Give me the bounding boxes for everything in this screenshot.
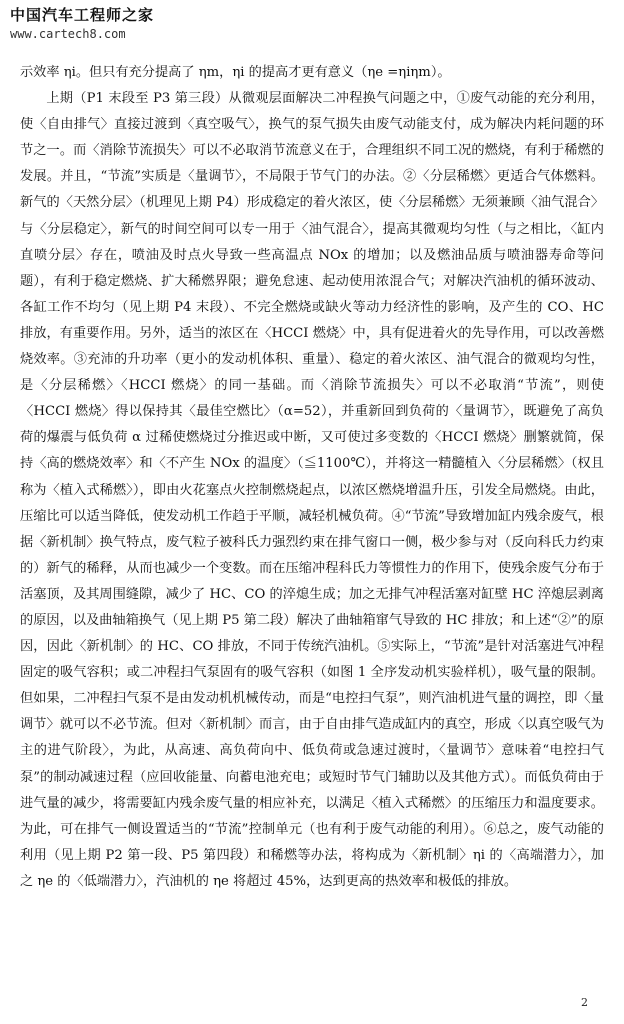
page-number: 2 xyxy=(581,996,588,1009)
site-header xyxy=(10,4,154,41)
paragraph-main: 上期（P1 末段至 P3 第三段）从微观层面解决二冲程换气问题之中，①废气动能的充分利用，使〈自由排气〉直接过渡到〈真空吸气〉，换气的泵气损失由废气动能支付，成为解决内耗问题的环节之一。而〈消除节流损失〉可以不必取消节流意义在于，合理组织不同工况的燃烧，有利于稀燃的发展。并且，“节流”实质是〈量调节〉，不局限于节气门的办法。②〈分层稀燃〉更适合气体燃料。新气的〈天然分层〉（机理见上期 P4）形成稳定的着火浓区，使〈分层稀燃〉无须兼顾〈油气混合〉与〈分层稳定〉，新气的时间空间可以专一用于〈油气混合〉，提高其微观均匀性（与之相比，〈缸内直喷分层〉存在，喷油及时点火导致一些高温点 NOx 的增加；以及燃油品质与喷油器寿命等问题），有利于稳定燃烧、扩大稀燃界限；避免怠速、起动使用浓混合气；对解决汽油机的循环波动、各缸工作不均匀（见上期 P4 末段）、不完全燃烧或缺火等动力经济性的影响，及产生的 CO、HC 排放，有重要作用。另外，适当的浓区在〈HCCI 燃烧〉中，具有促进着火的先导作用，可以改善燃烧效率。③充沛的升功率（更小的发动机体积、重量）、稳定的着火浓区、油气混合的微观均匀性，是〈分层稀燃〉〈HCCI 燃烧〉的同一基础。而〈消除节流损失〉可以不必取消“节流”，则使〈HCCI 燃烧〉得以保持其〈最佳空燃比〉（α=52），并重新回到负荷的〈量调节〉，既避免了高负荷的爆震与低负荷 α 过稀使燃烧过分推迟或中断，又可使过多变数的〈HCCI 燃烧〉删繁就简，保持〈高的燃烧效率〉和〈不产生 NOx 的温度〉（≦1100℃），并将这一精髓植入〈分层稀燃〉（权且称为〈植入式稀燃〉），即由火花塞点火控制燃烧起点，以浓区燃烧增温升压，引发全局燃烧。由此，压缩比可以适当降低，使发动机工作趋于平顺，减轻机械负荷。④“节流”导致增加缸内残余废气，根据〈新机制〉换气特点，废气粒子被科氏力强烈约束在排气窗口一侧，极少参与对（反向科氏力约束的）新气的稀释，从而也减少一个变数。而在压缩冲程科氏力等惯性力的作用下，使残余废气分布于活塞顶，及其周围缝隙，减少了 HC、CO 的淬熄生成；加之无排气冲程活塞对缸壁 HC 淬熄层剥离的原因，以及曲轴箱换气（见上期 P5 第二段）解决了曲轴箱窜气导致的 HC 排放；和上述“②”的原因，因此〈新机制〉的 HC、CO 排放，不同于传统汽油机。⑤实际上，“节流”是针对活塞进气冲程固定的吸气容积；或二冲程扫气泵固有的吸气容积（如图 1 全序发动机实验样机），吸气量的限制。但如果，二冲程扫气泵不是由发动机机械传动，而是“电控扫气泵”，则汽油机进气量的调控，即〈量调节〉就可以不必节流。但对〈新机制〉而言，由于自由排气造成缸内的真空，形成〈以真空吸气为主的进气阶段〉，为此，从高速、高负荷向中、低负荷或急速过渡时，〈量调节〉意味着“电控扫气泵”的制动减速过程（应回收能量、向蓄电池充电；或短时节气门辅助以及其他方式）。而低负荷由于进气量的减少，将需要缸内残余废气量的相应补充，以满足〈植入式稀燃〉的压缩压力和温度要求。为此，可在排气一侧设置适当的“节流”控制单元（也有利于废气动能的利用）。⑥总之，废气动能的利用（见上期 P2 第一段、P5 第四段）和稀燃等办法，将构成为〈新机制〉ηi 的〈高端潜力〉，加之 ηe 的〈低端潜力〉，汽油机的 ηe 将超过 45%，达到更高的热效率和极低的排放。 xyxy=(20,91,604,889)
site-title: 中国汽车工程师之家 xyxy=(10,6,155,24)
site-url[interactable]: www.cartech8.com xyxy=(10,27,126,41)
article-body xyxy=(20,60,604,895)
paragraph-continuation: 示效率 ηi。但只有充分提高了 ηm，ηi 的提高才更有意义（ηe =ηiηm）。 xyxy=(20,65,451,80)
